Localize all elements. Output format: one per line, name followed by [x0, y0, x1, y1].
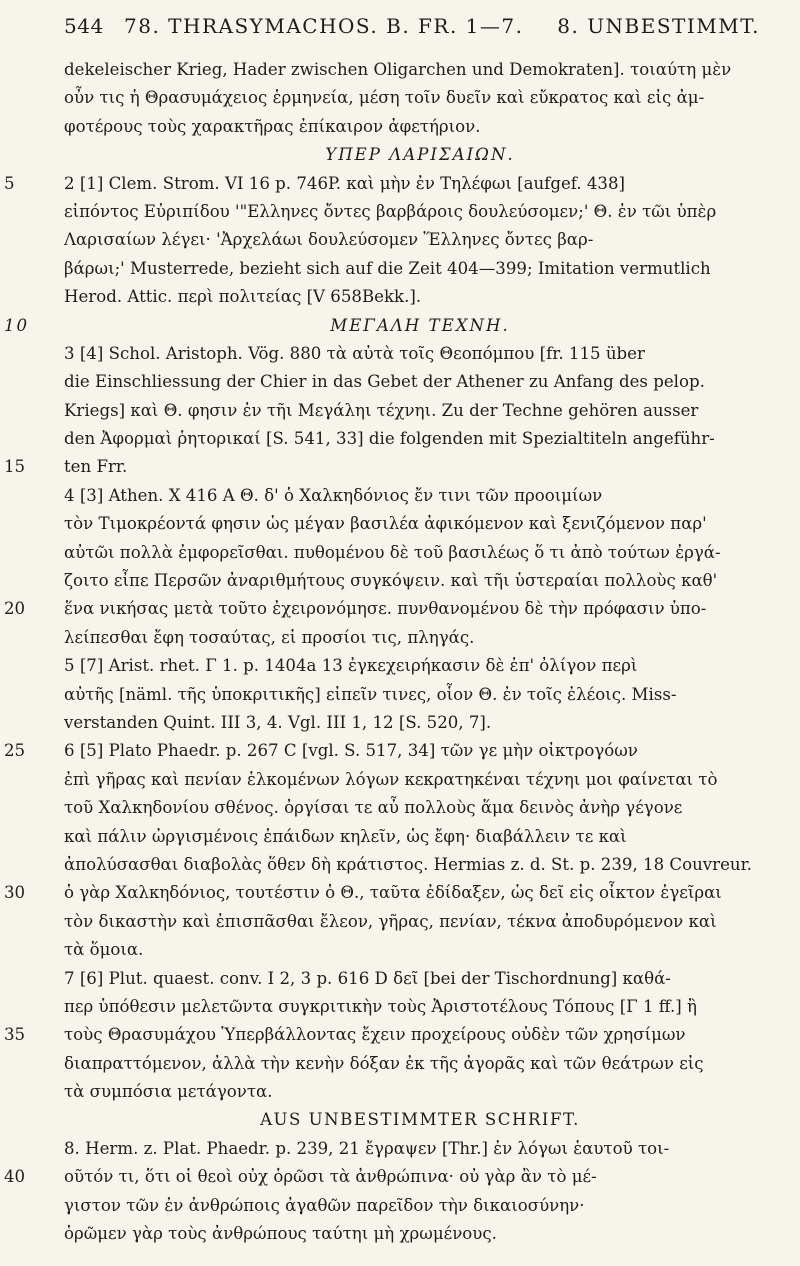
line-number: 30	[4, 883, 26, 903]
line-text: Kriegs] καὶ Θ. φησιν ἐν τῆι Μεγάληι τέχνηι. Zu der Techne gehören ausser	[64, 400, 699, 420]
text-line	[4, 737, 776, 765]
text-line	[64, 340, 776, 368]
text-line	[64, 823, 776, 851]
line-number: 15	[4, 457, 26, 477]
text-line	[64, 794, 776, 822]
line-text: 5 [7] Arist. rhet. Γ 1. p. 1404a 13 ἐγκεχειρήκασιν δὲ ἐπ' ὀλίγον περὶ	[64, 656, 638, 676]
text-line	[64, 255, 776, 283]
line-text: εἰπόντος Εὐριπίδου '"Ελληνες ὄντες βαρβάροις δουλεύσομεν;' Θ. ἐν τῶι ὑπὲρ	[64, 201, 717, 221]
text-line	[64, 84, 776, 112]
line-text: 8. Herm. z. Plat. Phaedr. p. 239, 21 ἔγραψεν [Thr.] ἐν λόγωι ἑαυτοῦ τοι-	[64, 1138, 670, 1158]
line-text: λείπεσθαι ἔφη τοσαύτας, εἰ προσίοι τις, πληγάς.	[64, 627, 475, 647]
text-line	[64, 1106, 776, 1134]
text-line	[64, 624, 776, 652]
text-line	[64, 851, 776, 879]
line-text: αὐτῆς [näml. τῆς ὑποκριτικῆς] εἰπεῖν τινες, οἷον Θ. ἐν τοῖς ἐλέοις. Miss-	[64, 684, 677, 704]
text-line	[64, 425, 776, 453]
line-text: 4 [3] Athen. X 416 A Θ. δ' ὁ Χαλκηδόνιος ἔν τινι τῶν προοιμίων	[64, 485, 603, 505]
line-text: 3 [4] Schol. Aristoph. Vög. 880 τὰ αὐτὰ τοῖς Θεοπόμπου [fr. 115 über	[64, 343, 645, 363]
line-number: 35	[4, 1025, 26, 1045]
text-line	[64, 709, 776, 737]
text-line	[4, 879, 776, 907]
line-text: οῦτόν τι, ὅτι οἱ θεοὶ οὐχ ὁρῶσι τὰ ἀνθρώπινα· οὐ γὰρ ἂν τὸ μέ-	[64, 1167, 597, 1187]
line-text: 6 [5] Plato Phaedr. p. 267 C [vgl. S. 517, 34] τῶν γε μὴν οἰκτρογόων	[64, 741, 638, 761]
line-text: Herod. Attic. περὶ πολιτείας [V 658Bekk.].	[64, 287, 422, 307]
line-text: τὸν Τιμοκρέοντά φησιν ὡς μέγαν βασιλέα ἀφικόμενον καὶ ξενιζόμενον παρ'	[64, 514, 707, 534]
line-text: den Ἀφορμαὶ ῥητορικαί [S. 541, 33] die folgenden mit Spezialtiteln angeführ-	[64, 429, 715, 449]
line-text: ten Frr.	[64, 457, 128, 477]
text-line	[64, 510, 776, 538]
text-line	[64, 368, 776, 396]
text-line	[64, 1135, 776, 1163]
text-line	[64, 681, 776, 709]
line-text: ἐπὶ γῆρας καὶ πενίαν ἑλκομένων λόγων κεκρατηκέναι τέχνηι μοι φαίνεται τὸ	[64, 769, 718, 789]
line-text: ὁρῶμεν γὰρ τοὺς ἀνθρώπους ταύτηι μὴ χρωμένους.	[64, 1224, 497, 1244]
line-text: ἕνα νικήσας μετὰ τοῦτο ἐχειρονόμησε. πυνθανομένου δὲ τὴν πρόφασιν ὑπο-	[64, 599, 707, 619]
line-text: φοτέρους τοὺς χαρακτῆρας ἐπίκαιρον ἀφετήριον.	[64, 116, 481, 136]
line-text: 2 [1] Clem. Strom. VI 16 p. 746P. καὶ μὴν ἐν Τηλέφωι [aufgef. 438]	[64, 173, 626, 193]
line-text: die Einschliessung der Chier in das Gebet der Athener zu Anfang des pelop.	[64, 372, 705, 392]
text-line	[64, 652, 776, 680]
line-text: τοὺς Θρασυμάχου Ὑπερβάλλοντας ἔχειν προχείρους οὐδὲν τῶν χρησίμων	[64, 1025, 686, 1045]
text-line	[64, 283, 776, 311]
line-text: Λαρισαίων λέγει· 'Ἀρχελάωι δουλεύσομεν Ἕλληνες ὄντες βαρ-	[64, 230, 594, 250]
text-line	[64, 908, 776, 936]
text-line	[64, 113, 776, 141]
text-line	[64, 141, 776, 169]
text-line	[64, 567, 776, 595]
text-line	[4, 1163, 776, 1191]
text-line	[64, 56, 776, 84]
text-line	[4, 1021, 776, 1049]
line-text: τοῦ Χαλκηδονίου σθένος. ὀργίσαι τε αὖ πολλοὺς ἅμα δεινὸς ἀνὴρ γέγονε	[64, 798, 683, 818]
line-text: αὐτῶι πολλὰ ἐμφορεῖσθαι. πυθομένου δὲ τοῦ βασιλέως ὅ τι ἀπὸ τούτων ἐργά-	[64, 542, 721, 562]
line-number: 10	[4, 315, 30, 335]
line-text: διαπραττόμενον, ἀλλὰ τὴν κενὴν δόξαν ἐκ τῆς ἀγορᾶς καὶ τῶν θεάτρων εἰς	[64, 1053, 704, 1073]
line-text: τὸν δικαστὴν καὶ ἐπισπᾶσθαι ἔλεον, γῆρας, πενίαν, τέκνα ἀποδυρόμενον καὶ	[64, 911, 717, 931]
text-line	[4, 453, 776, 481]
line-text: τὰ ὅμοια.	[64, 940, 144, 960]
line-text: βάρωι;' Musterrede, bezieht sich auf die Zeit 404—399; Imitation vermutlich	[64, 258, 711, 278]
text-line	[64, 1192, 776, 1220]
line-text: dekeleischer Krieg, Hader zwischen Oligarchen und Demokraten]. τοιαύτη μὲν	[64, 60, 732, 79]
section-heading: ΥΠΕΡ ΛΑΡΙΣΑΙΩΝ.	[325, 145, 515, 165]
line-number: 25	[4, 741, 26, 761]
text-line	[64, 1220, 776, 1248]
text-line	[64, 539, 776, 567]
text-line	[4, 170, 776, 198]
line-text: καὶ πάλιν ὠργισμένοις ἐπάιδων κηλεῖν, ὡς ἔφη· διαβάλλειν τε καὶ	[64, 826, 627, 846]
running-title: 78. THRASYMACHOS. B. FR. 1—7.	[124, 14, 524, 38]
text-line	[64, 766, 776, 794]
page-header	[64, 14, 760, 38]
text-line	[64, 1078, 776, 1106]
text-line	[4, 312, 776, 340]
text-line	[64, 1050, 776, 1078]
text-line	[64, 936, 776, 964]
line-text: περ ὑπόθεσιν μελετῶντα συγκριτικὴν τοὺς Ἀριστοτέλους Τόπους [Γ 1 ff.] ἢ	[64, 996, 697, 1016]
section-heading: AUS UNBESTIMMTER SCHRIFT.	[260, 1110, 580, 1130]
text-body	[4, 56, 776, 1248]
text-line	[64, 965, 776, 993]
line-number: 20	[4, 599, 26, 619]
line-text: οὖν τις ἡ Θρασυμάχειος ἑρμηνεία, μέση τοῖν δυεῖν καὶ εὔκρατος καὶ εἰς ἀμ-	[64, 88, 705, 108]
text-line	[64, 198, 776, 226]
text-line	[64, 993, 776, 1021]
line-number: 40	[4, 1167, 26, 1187]
line-text: 7 [6] Plut. quaest. conv. I 2, 3 p. 616 D δεῖ [bei der Tischordnung] καθά-	[64, 968, 671, 988]
text-line	[64, 482, 776, 510]
line-text: verstanden Quint. III 3, 4. Vgl. III 1, 12 [S. 520, 7].	[64, 712, 492, 732]
section-heading: ΜΕΓΑΛΗ ΤΕΧΝΗ.	[330, 315, 510, 335]
text-line	[64, 397, 776, 425]
line-text: γιστον τῶν ἐν ἀνθρώποις ἀγαθῶν παρεῖδον τὴν δικαιοσύνην·	[64, 1195, 585, 1215]
line-text: ὁ γὰρ Χαλκηδόνιος, τουτέστιν ὁ Θ., ταῦτα ἐδίδαξεν, ὡς δεῖ εἰς οἶκτον ἐγεῖραι	[64, 883, 722, 903]
section-title: 8. UNBESTIMMT.	[557, 14, 760, 38]
line-text: ζοιτο εἶπε Περσῶν ἀναριθμήτους συγκόψειν. καὶ τῆι ὑστεραίαι πολλοὺς καθ'	[64, 571, 718, 591]
line-text: τὰ συμπόσια μετάγοντα.	[64, 1082, 273, 1102]
text-line	[4, 595, 776, 623]
line-number: 5	[4, 173, 15, 193]
line-text: ἀπολύσασθαι διαβολὰς ὅθεν δὴ κράτιστος. Hermias z. d. St. p. 239, 18 Couvreur.	[64, 854, 752, 874]
page-number: 544	[64, 14, 104, 38]
text-line	[64, 226, 776, 254]
